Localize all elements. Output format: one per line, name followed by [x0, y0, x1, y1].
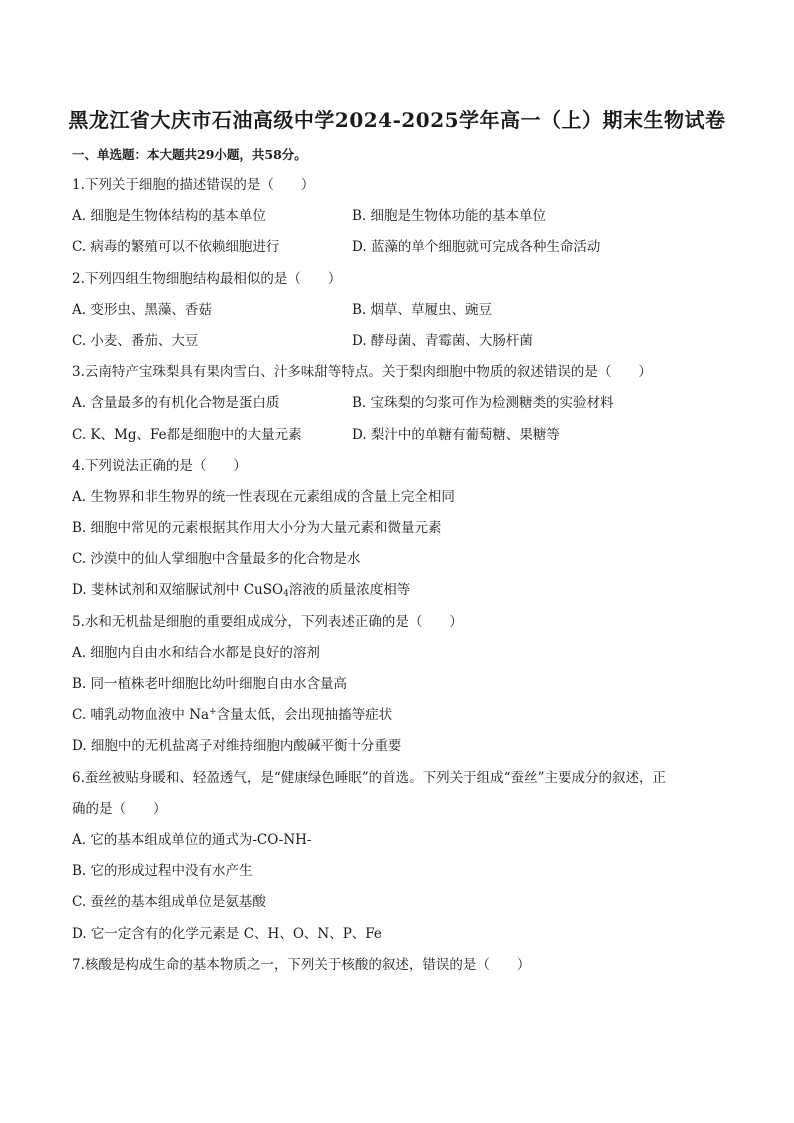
question-1-option-a: A. 细胞是生物体结构的基本单位 [72, 208, 266, 225]
question-2-option-c: C. 小麦、番茄、大豆 [72, 332, 199, 349]
section-heading: 一、单选题：本大题共29小题，共58分。 [72, 147, 307, 162]
question-4-option-b: B. 细胞中常见的元素根据其作用大小分为大量元素和微量元素 [72, 520, 442, 537]
question-6-option-a: A. 它的基本组成单位的通式为-CO-NH- [72, 831, 312, 848]
question-2-options-ab [72, 295, 722, 326]
question-3-options-ab [72, 388, 722, 419]
question-4-option-d [72, 575, 722, 606]
question-4-option-d-text-end: 溶液的质量浓度相等 [288, 582, 411, 599]
question-1-options-ab [72, 201, 722, 232]
question-3-option-c: C. K、Mg、Fe都是细胞中的大量元素 [72, 426, 302, 443]
questions-body [72, 170, 722, 981]
question-1-option-c: C. 病毒的繁殖可以不依赖细胞进行 [72, 239, 280, 256]
question-3-option-d: D. 梨汁中的单糖有葡萄糖、果糖等 [352, 426, 560, 443]
question-4-option-c: C. 沙漠中的仙人掌细胞中含量最多的化合物是水 [72, 551, 361, 568]
question-1-options-cd [72, 232, 722, 263]
question-2-option-b: B. 烟草、草履虫、豌豆 [352, 301, 493, 318]
question-5-option-c-text: C. 哺乳动物血液中 Na [72, 707, 210, 724]
superscript-plus: + [209, 707, 217, 718]
question-3-option-b: B. 宝珠梨的匀浆可作为检测糖类的实验材料 [352, 395, 614, 412]
question-5-option-c [72, 700, 722, 731]
question-1-option-b: B. 细胞是生物体功能的基本单位 [352, 208, 547, 225]
question-4-option-d-text: D. 斐林试剂和双缩脲试剂中 CuSO [72, 582, 284, 599]
question-4-stem: 4.下列说法正确的是（ ） [72, 457, 247, 474]
question-6-option-c: C. 蚕丝的基本组成单位是氨基酸 [72, 894, 266, 911]
question-5-stem: 5.水和无机盐是细胞的重要组成成分，下列表述正确的是（ ） [72, 613, 463, 630]
question-2-option-a: A. 变形虫、黑藻、香菇 [72, 301, 212, 318]
subscript-4: 4 [283, 589, 289, 600]
question-3-option-a: A. 含量最多的有机化合物是蛋白质 [72, 395, 280, 412]
question-3-stem: 3.云南特产宝珠梨具有果肉雪白、汁多味甜等特点。关于梨肉细胞中物质的叙述错误的是（ ） [72, 364, 652, 381]
question-1-option-d: D. 蓝藻的单个细胞就可完成各种生命活动 [352, 239, 601, 256]
question-1-stem: 1.下列关于细胞的描述错误的是（ ） [72, 177, 315, 193]
question-6-stem-line-1: 6.蚕丝被贴身暖和、轻盈透气，是“健康绿色睡眠”的首选。下列关于组成“蚕丝”主要成分的叙述，正 [72, 769, 666, 786]
question-3-options-cd [72, 420, 722, 451]
question-2-stem: 2.下列四组生物细胞结构最相似的是（ ） [72, 270, 342, 287]
question-5-option-a: A. 细胞内自由水和结合水都是良好的溶剂 [72, 644, 320, 661]
question-5-option-c-text-end: 含量太低，会出现抽搐等症状 [216, 707, 393, 724]
question-2-options-cd [72, 326, 722, 357]
question-6-option-b: B. 它的形成过程中没有水产生 [72, 863, 253, 880]
question-5-option-b: B. 同一植株老叶细胞比幼叶细胞自由水含量高 [72, 676, 348, 692]
question-6-stem-line-2: 确的是（ ） [72, 800, 167, 817]
question-5-option-d: D. 细胞中的无机盐离子对维持细胞内酸碱平衡十分重要 [72, 738, 402, 755]
question-7-stem: 7.核酸是构成生命的基本物质之一，下列关于核酸的叙述，错误的是（ ） [72, 956, 531, 973]
exam-title: 黑龙江省大庆市石油高级中学2024-2025学年高一（上）期末生物试卷 [68, 108, 726, 132]
question-2-option-d: D. 酵母菌、青霉菌、大肠杆菌 [352, 332, 533, 349]
question-4-option-a: A. 生物界和非生物界的统一性表现在元素组成的含量上完全相同 [72, 488, 455, 505]
question-6-option-d: D. 它一定含有的化学元素是 C、H、O、N、P、Fe [72, 925, 382, 942]
